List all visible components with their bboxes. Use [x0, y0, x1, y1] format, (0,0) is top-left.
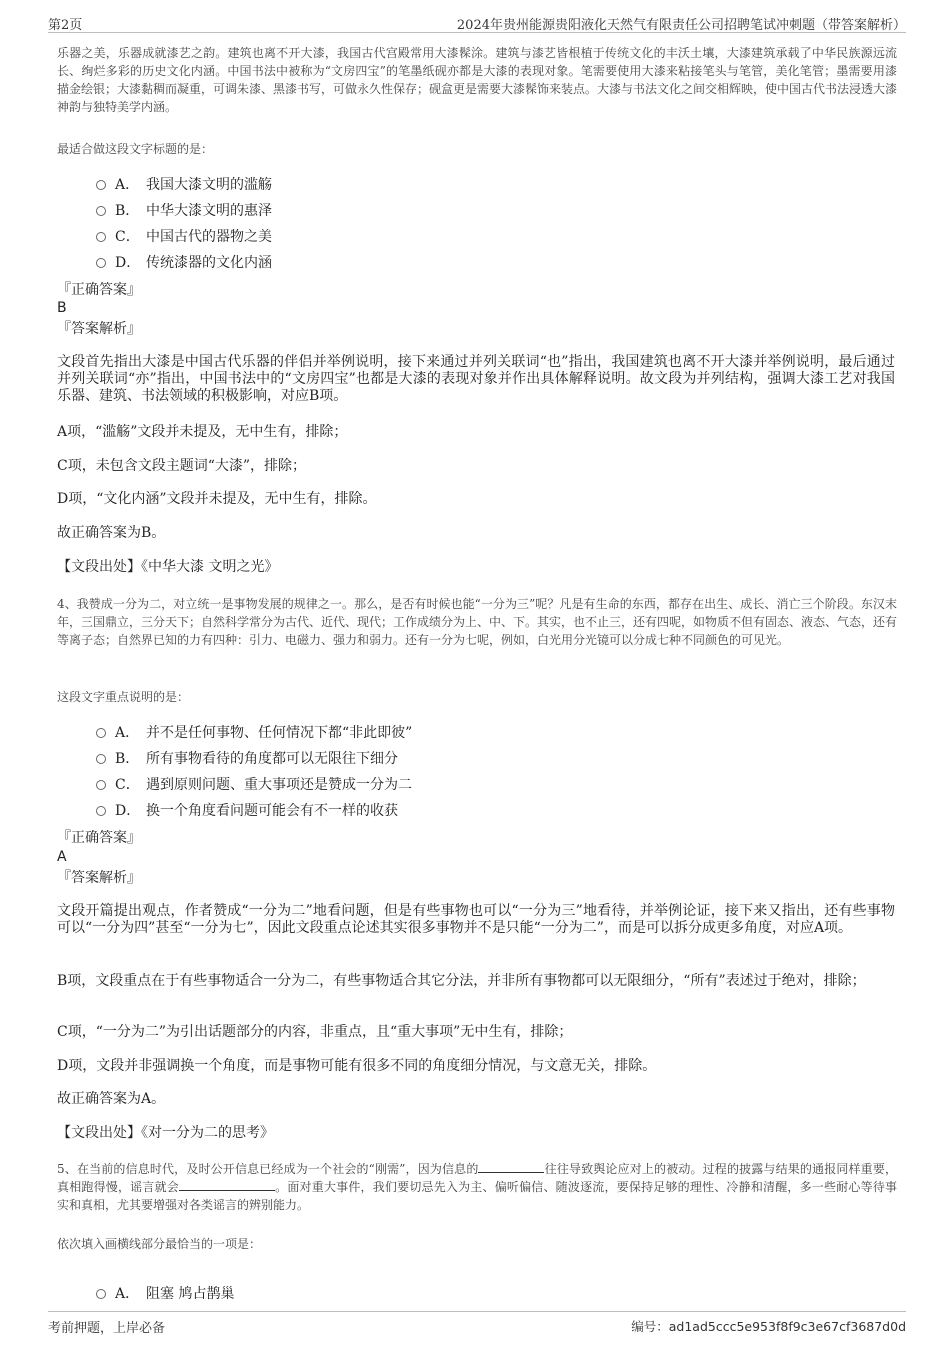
q4-analysis-b: B项，文段重点在于有些事物适合一分为二，有些事物适合其它分法，并非所有事物都可以无限细分，“所有”表述过于绝对，排除；: [57, 973, 866, 989]
q3-answer: B: [57, 300, 67, 316]
page-header: [48, 10, 906, 33]
page-number: 第2页: [48, 18, 83, 33]
q4-passage: 4、我赞成一分为二，对立统一是事物发展的规律之一。那么，是否有时候也能“一分为三”呢？凡是有生命的东西，都存在出生、成长、消亡三个阶段。东汉末年，三国鼎立，三分天下；自然科学常分为古代、近代、现代；工作成绩分为上、中、下。其实，也不止三，还有四呢，如物质不但有固态、液态、气态，还有等离子态；自然界已知的力有四种：引力、电磁力、强力和弱力。还有一分为七呢，例如，白光用分光镜可以分成七种不同颜色的可见光。: [57, 597, 898, 647]
radio-icon[interactable]: [96, 754, 106, 764]
radio-icon[interactable]: [96, 258, 106, 268]
q5-blank-2: [179, 1178, 275, 1191]
radio-icon[interactable]: [96, 180, 106, 190]
document-title: 2024年贵州能源贵阳液化天然气有限责任公司招聘笔试冲刺题（带答案解析）: [456, 18, 906, 33]
q4-question: 这段文字重点说明的是：: [57, 690, 190, 704]
page-footer: [48, 1311, 906, 1338]
radio-icon[interactable]: [96, 232, 106, 242]
q4-option-a[interactable]: A． 并不是任何事物、任何情况下都“非此即彼”: [96, 722, 412, 742]
q4-answer: A: [57, 849, 67, 865]
document-code: 编号：ad1ad5ccc5e953f8f9c3e67cf3687d0d: [631, 1319, 906, 1334]
q3-analysis-label: 『答案解析』: [57, 321, 141, 337]
q4-conclusion: 故正确答案为A。: [57, 1091, 166, 1107]
radio-icon[interactable]: [96, 206, 106, 216]
q5-question: 依次填入画横线部分最恰当的一项是：: [57, 1237, 262, 1251]
q3-conclusion: 故正确答案为B。: [57, 525, 166, 541]
radio-icon[interactable]: [96, 806, 106, 816]
radio-icon[interactable]: [96, 728, 106, 738]
q3-option-a[interactable]: A． 我国大漆文明的滥觞: [96, 174, 272, 194]
radio-icon[interactable]: [96, 1289, 106, 1299]
q3-analysis-c: C项，未包含文段主题词“大漆”，排除；: [57, 458, 307, 474]
q4-analysis-d: D项，文段并非强调换一个角度，而是事物可能有很多不同的角度细分情况，与文意无关，排除。: [57, 1058, 657, 1074]
q4-option-b[interactable]: B． 所有事物看待的角度都可以无限往下细分: [96, 748, 398, 768]
q4-answer-label: 『正确答案』: [57, 830, 141, 846]
q4-option-d[interactable]: D． 换一个角度看问题可能会有不一样的收获: [96, 800, 398, 820]
q4-analysis-c: C项，“一分为二”为引出话题部分的内容，非重点，且“重大事项”无中生有，排除；: [57, 1024, 573, 1040]
q3-analysis-main: 文段首先指出大漆是中国古代乐器的伴侣并举例说明，接下来通过并列关联词“也”指出，我国建筑也离不开大漆并举例说明，最后通过并列关联词“亦”指出，中国书法中的“文房四宝”也都是大漆的表现对象并作出具体解释说明。故文段为并列结构，强调大漆工艺对我国乐器、建筑、书法领域的积极影响，对应B项。: [57, 354, 895, 404]
q3-option-b[interactable]: B． 中华大漆文明的惠泽: [96, 200, 272, 220]
q3-analysis-d: D项，“文化内涵”文段并未提及，无中生有，排除。: [57, 491, 377, 507]
q5-option-a[interactable]: A． 阻塞 鸠占鹊巢: [96, 1283, 234, 1303]
q3-answer-label: 『正确答案』: [57, 282, 141, 298]
q4-analysis-main: 文段开篇提出观点，作者赞成“一分为二”地看问题，但是有些事物也可以“一分为三”地看待，并举例论证，接下来又指出，还有些事物可以“一分为四”甚至“一分为七”，因此文段重点论述其实很多事物并不是只能“一分为二”，而是可以拆分成更多角度，对应A项。: [57, 903, 895, 936]
q3-option-d[interactable]: D． 传统漆器的文化内涵: [96, 252, 272, 272]
q5-passage: 5、在当前的信息时代，及时公开信息已经成为一个社会的“刚需”，因为信息的 往往导致舆论应对上的被动。过程的披露与结果的通报同样重要，真相跑得慢，谣言就会 。面对重大事件，我们要切忌先入为主、偏听偏信、随波逐流，要保持足够的理性、冷静和清醒，多一些耐心等待事实和真相，尤其要增强对各类谣言的辨别能力。: [57, 1162, 897, 1212]
q5-blank-1: [478, 1160, 544, 1173]
footer-slogan: 考前押题，上岸必备: [48, 1321, 166, 1336]
q3-source: 【文段出处】《中华大漆 文明之光》: [57, 559, 279, 575]
q4-analysis-label: 『答案解析』: [57, 870, 141, 886]
q3-passage: 乐器之美，乐器成就漆艺之韵。建筑也离不开大漆，我国古代宫殿常用大漆髹涂。建筑与漆艺皆根植于传统文化的丰沃土壤，大漆建筑承载了中华民族源远流长、绚烂多彩的历史文化内涵。中国书法中被称为“文房四宝”的笔墨纸砚亦都是大漆的表现对象。笔需要使用大漆来粘接笔头与笔管，美化笔管；墨需要用漆描金绘银；大漆黏稠而凝重，可调朱漆、黑漆书写，可做永久性保存；砚盒更是需要大漆髹饰来装点。大漆与书法文化之间交相辉映，使中国古代书法浸透大漆神韵与独特美学内涵。: [57, 46, 898, 114]
q4-source: 【文段出处】《对一分为二的思考》: [57, 1125, 274, 1141]
q4-option-c[interactable]: C． 遇到原则问题、重大事项还是赞成一分为二: [96, 774, 412, 794]
radio-icon[interactable]: [96, 780, 106, 790]
q3-option-c[interactable]: C． 中国古代的器物之美: [96, 226, 272, 246]
q3-analysis-a: A项，“滥觞”文段并未提及，无中生有，排除；: [57, 424, 348, 440]
q3-question: 最适合做这段文字标题的是：: [57, 142, 214, 156]
